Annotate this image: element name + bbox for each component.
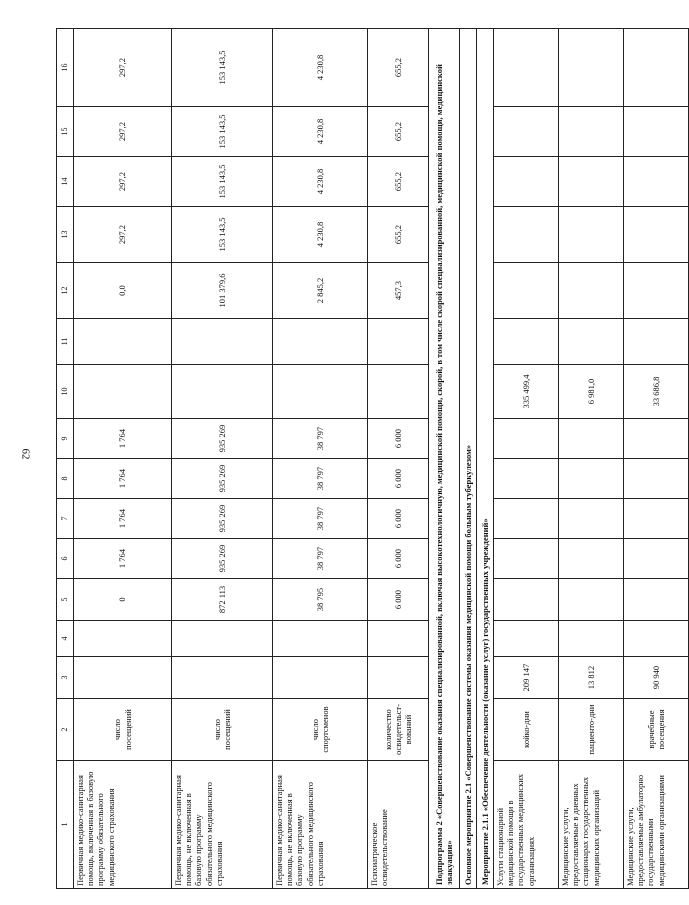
value-cell [494,319,559,365]
value-cell [559,157,624,207]
value-cell [494,499,559,539]
value-cell [624,579,689,621]
value-cell [494,459,559,499]
column-number: 11 [57,319,74,365]
value-cell [494,29,559,107]
value-cell [368,657,429,699]
column-number: 9 [57,419,74,459]
column-number: 13 [57,207,74,263]
value-cell [368,319,429,365]
value-cell: 935 269 [172,539,273,579]
value-cell: 4 230,8 [273,29,368,107]
value-cell [559,579,624,621]
value-cell [368,365,429,419]
value-cell [368,621,429,657]
column-number: 7 [57,499,74,539]
value-cell: 4 230,8 [273,207,368,263]
value-cell: 935 269 [172,459,273,499]
unit-cell: количество освидетельст-вований [368,699,429,761]
table-row [559,29,624,889]
service-name: Медицинские услуги, предоставляемые в дневных стационарах государственных медицинских организаций [559,761,624,889]
column-number: 4 [57,621,74,657]
value-cell: 457,3 [368,263,429,319]
value-cell [74,621,172,657]
value-cell: 153 143,5 [172,157,273,207]
value-cell [74,657,172,699]
main-measure-title: Основное мероприятие 2.1 «Совершенствование системы оказания медицинской помощи больным туберкулезом» [460,29,477,889]
budget-table [56,28,689,889]
value-cell: 1 764 [74,459,172,499]
table-row [368,29,429,889]
service-name: Первичная медико-санитарная помощь, включенная в базовую программу обязательного медицинского страхования [74,761,172,889]
column-number: 5 [57,579,74,621]
value-cell [494,419,559,459]
value-cell [624,263,689,319]
value-cell [494,263,559,319]
value-cell [559,263,624,319]
value-cell [172,365,273,419]
activity-title: Мероприятие 2.1.1 «Обеспечение деятельности (оказание услуг) государственных учреждений» [477,29,494,889]
value-cell: 6 000 [368,459,429,499]
value-cell: 90 940 [624,657,689,699]
value-cell [172,657,273,699]
service-name: Первичная медико-санитарная помощь, не включенная в базовую программу обязательного медицинского страхования [172,761,273,889]
value-cell [624,621,689,657]
value-cell [624,419,689,459]
value-cell [559,207,624,263]
value-cell: 38 797 [273,539,368,579]
value-cell: 297,2 [74,157,172,207]
unit-cell: врачебные посещения [624,699,689,761]
section-row [460,29,477,889]
value-cell: 6 000 [368,539,429,579]
value-cell: 38 797 [273,419,368,459]
unit-cell: число посещений [74,699,172,761]
value-cell: 6 981,0 [559,365,624,419]
column-number: 15 [57,107,74,157]
value-cell: 153 143,5 [172,207,273,263]
value-cell [494,621,559,657]
column-number: 16 [57,29,74,107]
value-cell: 4 230,8 [273,107,368,157]
value-cell: 38 797 [273,459,368,499]
section-row [429,29,460,889]
value-cell: 655,2 [368,107,429,157]
value-cell: 1 764 [74,539,172,579]
value-cell: 0 [74,579,172,621]
value-cell [494,539,559,579]
page-number: 62 [19,448,32,460]
value-cell: 6 000 [368,499,429,539]
unit-cell: число посещений [172,699,273,761]
value-cell: 655,2 [368,157,429,207]
value-cell [624,319,689,365]
table-row [494,29,559,889]
value-cell [494,579,559,621]
service-name: Услуги стационарной медицинской помощи в государственных медицинских организациях [494,761,559,889]
service-name: Психиатрическое освидетельствование [368,761,429,889]
table-row [74,29,172,889]
column-number: 12 [57,263,74,319]
value-cell: 13 812 [559,657,624,699]
unit-cell: пациенто-дни [559,699,624,761]
subprogram-title: Подпрограмма 2 «Совершенствование оказания специализированной, включая высокотехнологичную, медицинской помощи, скорой, в том числе скорой специализированной, медицинской помощи, медицинской эвакуации» [429,29,460,889]
value-cell [624,207,689,263]
value-cell: 4 230,8 [273,157,368,207]
value-cell [559,29,624,107]
value-cell: 153 143,5 [172,107,273,157]
column-number: 1 [57,761,74,889]
value-cell [494,107,559,157]
rotated-table-wrapper [56,29,666,889]
value-cell: 655,2 [368,29,429,107]
value-cell: 2 845,2 [273,263,368,319]
value-cell: 0,0 [74,263,172,319]
service-name: Первичная медико-санитарная помощь, не включенная в базовую программу обязательного медицинского страхования [273,761,368,889]
value-cell [494,207,559,263]
value-cell [494,157,559,207]
value-cell: 6 000 [368,419,429,459]
value-cell: 38 797 [273,499,368,539]
value-cell [273,319,368,365]
unit-cell: число спортсменов [273,699,368,761]
column-number: 10 [57,365,74,419]
value-cell: 935 269 [172,499,273,539]
value-cell [624,29,689,107]
value-cell [273,621,368,657]
column-number: 3 [57,657,74,699]
value-cell: 101 379,6 [172,263,273,319]
value-cell: 1 764 [74,419,172,459]
value-cell [624,499,689,539]
value-cell: 297,2 [74,107,172,157]
column-number: 6 [57,539,74,579]
value-cell [273,365,368,419]
value-cell [559,419,624,459]
value-cell: 335 499,4 [494,365,559,419]
value-cell: 297,2 [74,29,172,107]
value-cell [172,319,273,365]
table-row [172,29,273,889]
column-number: 14 [57,157,74,207]
value-cell: 872 113 [172,579,273,621]
value-cell: 153 143,5 [172,29,273,107]
value-cell [624,107,689,157]
value-cell [559,107,624,157]
value-cell: 655,2 [368,207,429,263]
value-cell [559,319,624,365]
value-cell [172,621,273,657]
value-cell: 209 147 [494,657,559,699]
value-cell [273,657,368,699]
value-cell: 1 764 [74,499,172,539]
value-cell [559,499,624,539]
value-cell [74,319,172,365]
service-name: Медицинские услуги, предоставляемые амбулаторно государственными медицинскими организациями [624,761,689,889]
section-row [477,29,494,889]
value-cell: 935 269 [172,419,273,459]
value-cell [559,621,624,657]
unit-cell: койко-дни [494,699,559,761]
value-cell [559,539,624,579]
column-number: 2 [57,699,74,761]
value-cell [559,459,624,499]
value-cell [624,539,689,579]
value-cell [74,365,172,419]
table-row [624,29,689,889]
value-cell: 33 686,8 [624,365,689,419]
value-cell [624,157,689,207]
column-number-row [57,29,74,889]
value-cell: 6 000 [368,579,429,621]
value-cell [624,459,689,499]
value-cell: 297,2 [74,207,172,263]
table-row [273,29,368,889]
column-number: 8 [57,459,74,499]
value-cell: 38 795 [273,579,368,621]
